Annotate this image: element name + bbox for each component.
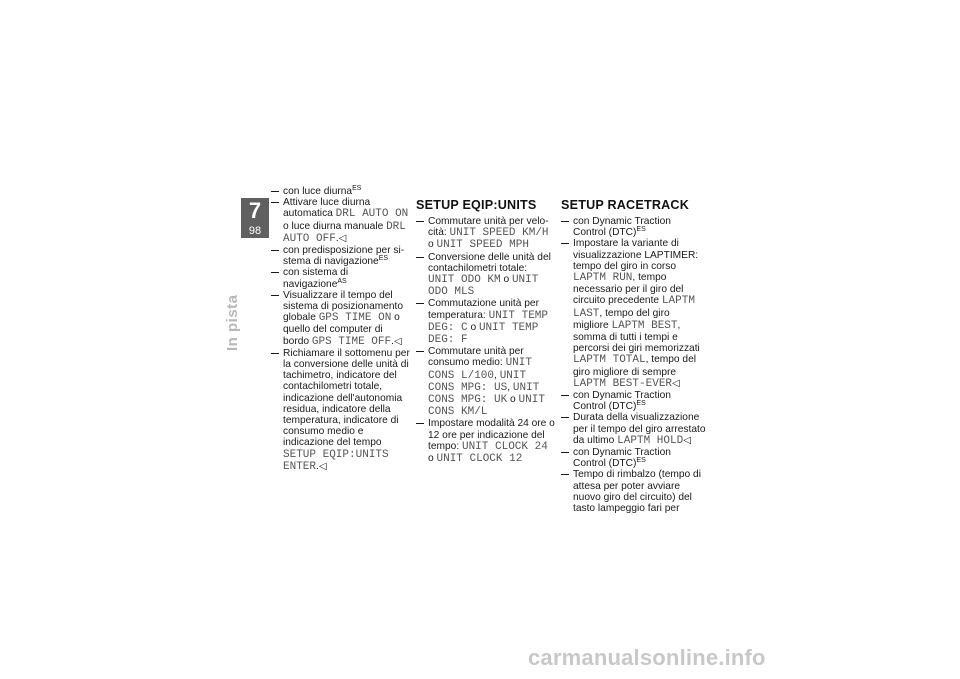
item-text: , somma di tutti i tempi e percorsi dei giri memorizzati <box>573 319 700 355</box>
item-text: o luce diurna manuale <box>283 220 387 232</box>
display-code: UNIT SPEED KM/H <box>449 227 549 240</box>
display-code: UNIT ODO KM <box>428 274 501 287</box>
display-code: LAPTM BEST <box>611 319 678 332</box>
display-code: UNIT CLOCK 12 <box>436 453 523 466</box>
item-text: o quello del computer di bordo <box>283 312 400 347</box>
list-item <box>561 216 706 238</box>
display-code: UNIT ODO MLS <box>428 274 539 299</box>
item-text: , tempo necessario per il giro del circuito precedente <box>573 272 684 307</box>
list-item <box>416 346 556 418</box>
list-col3 <box>561 216 706 514</box>
item-text: o <box>507 394 519 406</box>
item-text: Commutare unità per velocità: <box>428 216 549 239</box>
display-code: LAPTM TOTAL <box>573 354 646 367</box>
item-text: ◁ <box>683 434 692 446</box>
column-2 <box>416 186 556 465</box>
chapter-marker <box>241 198 269 238</box>
item-text: Visualizzare il tempo del sistema di posizionamento globale <box>283 289 404 324</box>
list-item <box>271 348 411 473</box>
list-item <box>561 412 706 447</box>
item-text: con predisposizione per sistema di navigazione <box>283 245 405 268</box>
list-item <box>416 216 556 252</box>
item-text: con Dynamic Traction Control (DTC) <box>573 390 671 413</box>
item-text: con sistema di navigazione <box>283 267 349 290</box>
item-text: , tempo del giro migliore di sempre <box>573 354 697 378</box>
item-text: Tempo di rimbalzo (tempo di attesa per poter avviare nuovo giro del circuito) del tasto lampeggio fari per <box>573 469 701 515</box>
item-text: ◁ <box>672 377 680 389</box>
item-text: o <box>467 321 479 333</box>
list-item <box>561 238 706 390</box>
equipment-code: ES <box>636 457 646 465</box>
item-text: Durata della visualizzazione per il tempo del giro arrestato da ultimo <box>573 412 706 446</box>
item-text: .◁ <box>316 460 327 472</box>
column-1 <box>271 186 411 473</box>
list-item <box>416 298 556 346</box>
item-text: con Dynamic Traction Control (DTC) <box>573 447 671 470</box>
display-code: LAPTM LAST <box>573 295 695 320</box>
list-item <box>561 447 706 469</box>
item-text: .◁ <box>335 232 347 244</box>
list-item <box>271 267 411 289</box>
heading-setup-eqip-units: SETUP EQIP:UNITS <box>416 198 537 212</box>
chapter-number: 7 <box>248 198 262 223</box>
display-code: DRL AUTO OFF <box>283 220 406 245</box>
list-item <box>271 197 411 245</box>
list-col1 <box>271 186 411 473</box>
display-code: GPS TIME ON <box>318 312 392 325</box>
item-text: Impostare la variante di visualizzazione LAPTIMER: tempo del giro in corso <box>573 238 699 272</box>
list-item <box>271 290 411 348</box>
column-3 <box>561 186 706 514</box>
item-text: .◁ <box>391 335 402 347</box>
display-code: LAPTM HOLD <box>617 434 684 447</box>
item-text: Commutazione unità per temperatura: <box>428 298 539 321</box>
item-text: Impostare modalità 24 ore o 12 ore per indicazione del tempo: <box>428 418 555 452</box>
item-text: con Dynamic Traction Control (DTC) <box>573 216 671 239</box>
page-number: 98 <box>248 225 262 237</box>
display-code: UNIT TEMP DEG: C <box>428 309 549 334</box>
display-code: UNIT CONS L/100 <box>428 357 532 382</box>
display-code: SETUP EQIP:UNITS ENTER <box>283 448 389 473</box>
display-code: LAPTM RUN <box>573 272 633 285</box>
list-item <box>561 469 706 514</box>
item-text: Richiamare il sottomenu per la conversione delle unità di tachimetro, indicatore del contachilometri totale, indicazione dell'autonomia residua, indicatore della temperatura, indicatore di consumo medio e indicazione del tempo <box>283 347 410 449</box>
item-text: Commutare unità per consumo medio: <box>428 346 524 369</box>
list-col2 <box>416 216 556 465</box>
display-code: UNIT TEMP DEG: F <box>428 321 539 347</box>
item-text: o <box>428 239 437 251</box>
list-item <box>271 245 411 267</box>
list-item <box>416 252 556 299</box>
item-text: con luce diurna <box>283 186 353 197</box>
item-text: o <box>500 274 512 286</box>
item-text: o <box>428 453 437 465</box>
section-label: In pista <box>224 294 241 351</box>
display-code: UNIT CONS MPG: UK <box>428 381 540 407</box>
display-code: DRL AUTO ON <box>335 208 409 221</box>
display-code: UNIT SPEED MPH <box>436 239 529 252</box>
item-text: Attivare luce diurna automatica <box>283 197 371 220</box>
equipment-code: ES <box>636 226 646 234</box>
watermark: carmanualsonline.info <box>528 645 766 670</box>
equipment-code: ES <box>352 185 362 192</box>
heading-setup-racetrack: SETUP RACETRACK <box>561 198 690 212</box>
item-text: , <box>507 381 513 393</box>
equipment-code: ES <box>636 400 646 408</box>
list-item <box>561 390 706 412</box>
equipment-code: AS <box>337 277 347 285</box>
list-item <box>416 418 556 465</box>
item-text: Conversione delle unità del contachilometri totale: <box>428 251 551 274</box>
display-code: LAPTM BEST-EVER <box>573 377 673 390</box>
equipment-code: ES <box>378 255 389 263</box>
display-code: UNIT CONS MPG: US <box>428 369 527 394</box>
item-text: , tempo del giro migliore <box>573 307 670 331</box>
display-code: GPS TIME OFF <box>311 335 392 348</box>
list-item <box>271 186 411 197</box>
display-code: UNIT CONS KM/L <box>428 394 545 419</box>
item-text: , <box>494 369 500 381</box>
display-code: UNIT CLOCK 24 <box>461 440 548 453</box>
